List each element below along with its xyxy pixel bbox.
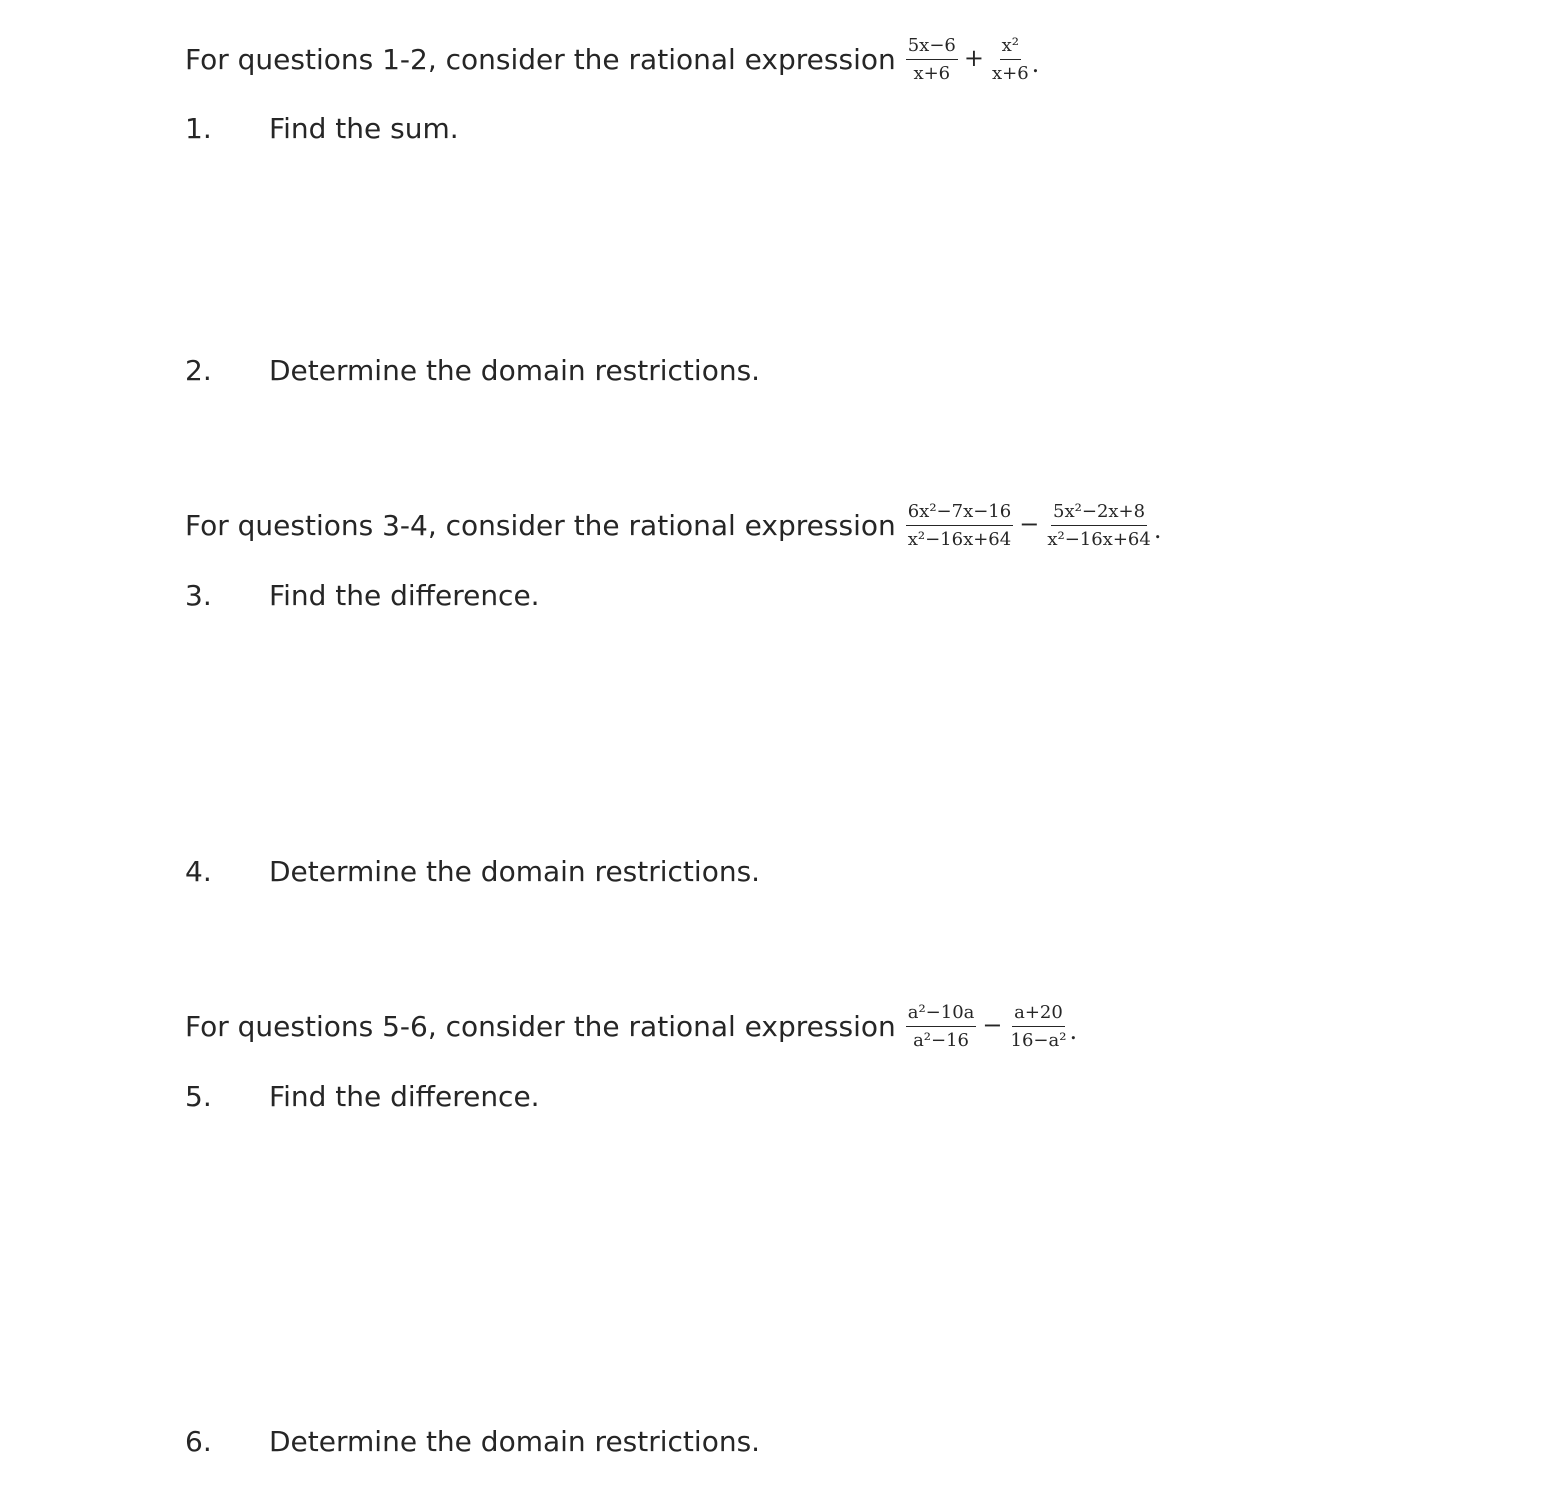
question-text: Determine the domain restrictions. — [269, 1425, 761, 1458]
fraction-1 — [906, 35, 958, 85]
operator: + — [963, 44, 984, 72]
numerator: 5x−6 — [906, 35, 958, 60]
fraction-2 — [1009, 1002, 1069, 1052]
numerator: x² — [1000, 35, 1021, 60]
question-number: 3. — [185, 579, 212, 612]
question-5 — [185, 1080, 540, 1114]
denominator: x+6 — [913, 63, 951, 84]
denominator: 16−a² — [1010, 1030, 1067, 1051]
question-4 — [185, 855, 760, 889]
question-text: Determine the domain restrictions. — [269, 855, 761, 888]
question-text: Find the sum. — [269, 112, 459, 145]
numerator: a²−10a — [906, 1002, 977, 1027]
question-number: 5. — [185, 1080, 212, 1113]
question-1 — [185, 112, 459, 146]
denominator: x²−16x+64 — [1047, 529, 1151, 550]
denominator: x+6 — [991, 63, 1029, 84]
denominator: a²−16 — [913, 1030, 970, 1051]
fraction-1 — [906, 501, 1014, 551]
section-2-intro — [185, 501, 1161, 551]
period: . — [1069, 1017, 1078, 1045]
question-3 — [185, 579, 540, 613]
rational-expression — [906, 1002, 1077, 1052]
question-number: 4. — [185, 855, 212, 888]
rational-expression — [906, 35, 1040, 85]
question-6 — [185, 1425, 760, 1459]
question-text: Find the difference. — [269, 579, 540, 612]
intro-text: For questions 5-6, consider the rational expression — [185, 1010, 896, 1043]
section-3-intro — [185, 1002, 1077, 1052]
fraction-1 — [906, 1002, 977, 1052]
numerator: 5x²−2x+8 — [1051, 501, 1147, 526]
question-text: Find the difference. — [269, 1080, 540, 1113]
question-text: Determine the domain restrictions. — [269, 354, 761, 387]
question-number: 2. — [185, 354, 212, 387]
question-number: 6. — [185, 1425, 212, 1458]
section-1-intro — [185, 35, 1039, 85]
numerator: 6x²−7x−16 — [906, 501, 1014, 526]
operator: − — [1019, 510, 1040, 538]
period: . — [1153, 516, 1162, 544]
rational-expression — [906, 501, 1162, 551]
fraction-2 — [990, 35, 1031, 85]
intro-text: For questions 1-2, consider the rational expression — [185, 43, 896, 76]
intro-text: For questions 3-4, consider the rational expression — [185, 509, 896, 542]
question-number: 1. — [185, 112, 212, 145]
denominator: x²−16x+64 — [907, 529, 1012, 550]
numerator: a+20 — [1012, 1002, 1065, 1027]
period: . — [1031, 50, 1040, 78]
fraction-2 — [1045, 501, 1153, 551]
question-2 — [185, 354, 760, 388]
operator: − — [982, 1011, 1003, 1039]
